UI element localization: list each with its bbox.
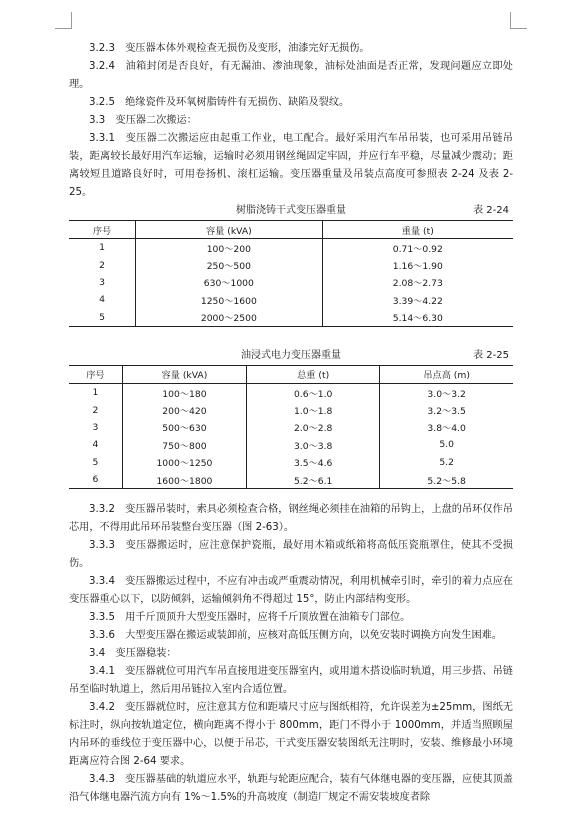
table-row <box>69 256 513 273</box>
column-header: 吊点高 (m) <box>380 365 513 383</box>
table-cell: 250～500 <box>136 256 322 273</box>
table-cell: 5.14～6.30 <box>322 309 513 327</box>
document-page <box>69 40 513 807</box>
paragraphs-bottom <box>69 501 513 807</box>
table-cell: 750～800 <box>122 436 246 453</box>
paragraph-3-4-1: 3.4.1 变压器就位可用汽车吊直接甩进变压器室内，或用道木搭设临时轨道，用三步搭、吊链吊至临时轨道上，然后用吊链拉入室内合适位置。 <box>69 666 513 696</box>
table-cell: 6 <box>92 474 99 486</box>
table-cell: 5 <box>92 456 99 468</box>
paragraph-3-2-5: 3.2.5 绝缘瓷件及环氧树脂铸件有无损伤、缺陷及裂纹。 <box>89 97 350 108</box>
paragraph-3-4-2: 3.4.2 变压器就位时，应注意其方位和距墙尺寸应与图纸相符，允许误差为±25mm，图纸无标注时，纵向按轨道定位，横向距离不得小于 800mm，距门不得小于 1000mm，并适当照顾屋内吊环的垂线位于变压器中心，以便于吊芯，干式变压器安装图纸无注明时，安装、维修最小环境距离应符合图 2-64 要求。 <box>69 702 513 768</box>
table-cell: 1.16～1.90 <box>322 256 513 273</box>
table-cell: 5 <box>99 311 105 323</box>
table-cell: 200～420 <box>122 401 246 418</box>
table1-title: 树脂浇铸干式变压器重量 <box>236 205 346 216</box>
table-oil-transformer-weight <box>69 365 513 489</box>
table-cell: 1.0～1.8 <box>247 401 380 418</box>
table-dry-transformer-weight <box>69 220 513 327</box>
table-row <box>69 471 513 489</box>
table-cell: 630～1000 <box>136 274 322 291</box>
table-cell: 5.2～6.1 <box>247 471 380 489</box>
column-header: 容量 (kVA) <box>136 221 322 239</box>
table-cell: 1 <box>99 242 105 254</box>
table-cell: 0.6～1.0 <box>247 383 380 401</box>
section-heading-3-3: 3.3 变压器二次搬运： <box>89 115 197 126</box>
paragraphs-top <box>69 40 513 202</box>
paragraph-3-2-3: 3.2.3 变压器本体外观检查无损伤及变形，油漆完好无损伤。 <box>89 43 370 54</box>
table-cell: 2000～2500 <box>136 309 322 327</box>
table-cell: 2 <box>92 404 99 416</box>
paragraph-3-3-6: 3.3.6 大型变压器在搬运或装卸前，应核对高低压侧方向，以免安装时调换方向发生困难。 <box>89 630 503 642</box>
paragraph-3-3-1: 3.3.1 变压器二次搬运应由起重工作业，电工配合。最好采用汽车吊吊装，也可采用吊链吊装，距离较长最好用汽车运输，运输时必须用钢丝绳固定牢固，并应行车平稳，尽量减少震动；距离较短且道路良好时，可用卷扬机、滚杠运输。变压器重量及吊装点高度可参照表 2-24 及表 2-25。 <box>69 133 513 198</box>
paragraph-3-3-4: 3.3.4 变压器搬运过程中，不应有冲击或严重震动情况，利用机械牵引时，牵引的着力点应在变压器重心以下，以防倾斜，运输倾斜角不得超过 15°，防止内部结构变形。 <box>69 576 513 606</box>
table2-title: 油浸式电力变压器重量 <box>241 349 341 361</box>
column-header: 序号 <box>69 221 136 239</box>
table-cell: 3 <box>92 421 99 433</box>
table-cell: 500～630 <box>122 419 246 436</box>
table-row <box>69 291 513 308</box>
table-row <box>69 401 513 418</box>
table-header-row <box>69 365 513 383</box>
table-cell: 5.2 <box>380 454 513 471</box>
table-cell: 100～200 <box>136 239 322 257</box>
table-cell: 3.5～4.6 <box>247 454 380 471</box>
table-cell: 5.2～5.8 <box>380 471 513 489</box>
table-cell: 3 <box>99 276 105 288</box>
column-header: 重量 (t) <box>322 221 513 239</box>
table-cell: 3.8～4.0 <box>380 419 513 436</box>
table-row <box>69 454 513 471</box>
table2-number: 表 2-25 <box>473 349 509 361</box>
paragraph-3-4-3: 3.4.3 变压器基础的轨道应水平，轨距与轮距应配合，装有气体继电器的变压器，应使其顶盖沿气体继电器汽流方向有 1%～1.5%的升高坡度（制造厂规定不需安装坡度者除 <box>69 774 513 804</box>
table-cell: 2.0～2.8 <box>247 419 380 436</box>
paragraph-3-2-4: 3.2.4 油箱封闭是否良好，有无漏油、渗油现象，油标处油面是否正常，发现问题应立即处理。 <box>69 61 513 90</box>
table-cell: 3.0～3.2 <box>380 383 513 401</box>
column-header: 容量 (kVA) <box>122 365 246 383</box>
table-cell: 3.0～3.8 <box>247 436 380 453</box>
table-cell: 1000～1250 <box>122 454 246 471</box>
paragraph-3-3-2: 3.3.2 变压器吊装时，索具必须检查合格，钢丝绳必须挂在油箱的吊钩上，上盘的吊环仅作吊芯用，不得用此吊环吊装整台变压器（图 2-63）。 <box>69 504 513 534</box>
paragraph-3-3-3: 3.3.3 变压器搬运时，应注意保护瓷瓶，最好用木箱或纸箱将高低压瓷瓶罩住，使其不受损伤。 <box>69 540 513 570</box>
table-cell: 0.71～0.92 <box>322 239 513 257</box>
section-heading-3-4: 3.4 变压器稳装： <box>89 648 177 660</box>
table1-caption <box>69 202 513 220</box>
paragraph-3-3-5: 3.3.5 用千斤顶顶升大型变压器时，应将千斤顶放置在油箱专门部位。 <box>89 612 411 624</box>
table-cell: 4 <box>99 294 105 306</box>
table-cell: 100～180 <box>122 383 246 401</box>
table-cell: 3.2～3.5 <box>380 401 513 418</box>
table-row <box>69 419 513 436</box>
table-header-row <box>69 221 513 239</box>
crop-mark-top-right <box>510 12 527 29</box>
table-row <box>69 436 513 453</box>
column-header: 总重 (t) <box>247 365 380 383</box>
table-cell: 1600～1800 <box>122 471 246 489</box>
crop-mark-top-left <box>55 12 72 29</box>
table-cell: 5.0 <box>380 436 513 453</box>
table-cell: 1250～1600 <box>136 291 322 308</box>
table-cell: 3.39～4.22 <box>322 291 513 308</box>
table-row <box>69 274 513 291</box>
table-row <box>69 239 513 257</box>
table-cell: 2 <box>99 259 105 271</box>
table-cell: 2.08～2.73 <box>322 274 513 291</box>
column-header: 序号 <box>69 365 122 383</box>
table-row <box>69 383 513 401</box>
table-cell: 4 <box>92 439 99 451</box>
table2-caption <box>69 347 513 365</box>
table-cell: 1 <box>92 387 99 399</box>
table1-number: 表 2-24 <box>473 205 509 216</box>
table-row <box>69 309 513 327</box>
